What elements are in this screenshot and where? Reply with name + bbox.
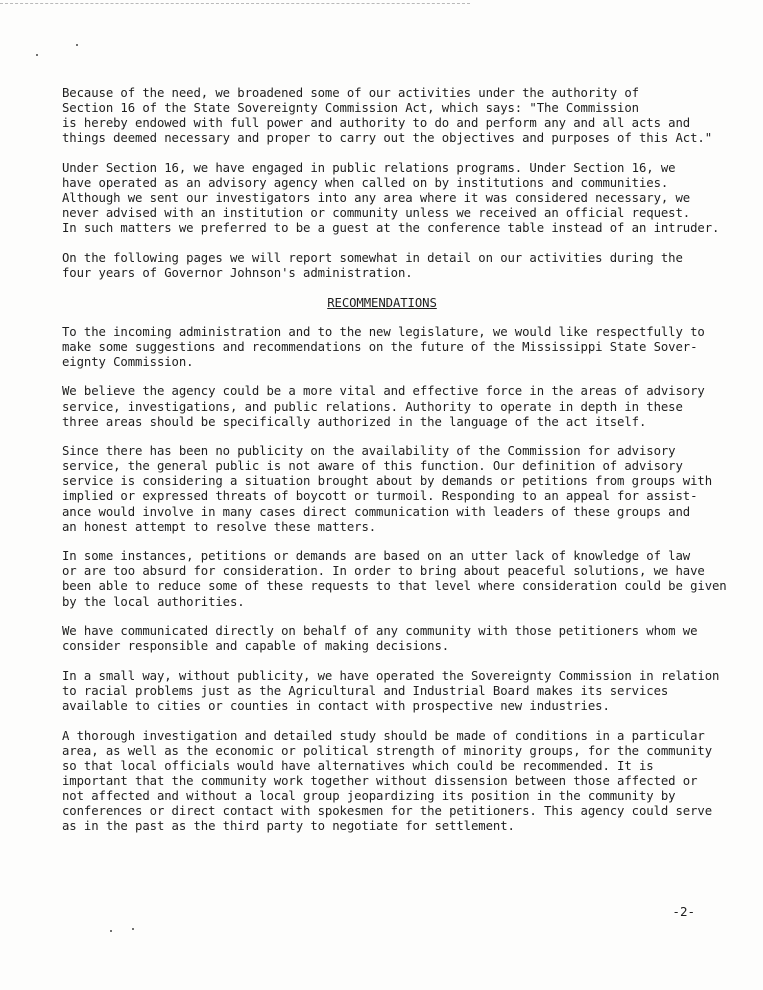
text-line: Although we sent our investigators into any area where it was considered necessary, we: [62, 191, 691, 206]
text-line: implied or expressed threats of boycott or turmoil. Responding to an appeal for assist-: [62, 489, 698, 504]
text-line: ance would involve in many cases direct communication with leaders of these groups and: [62, 504, 691, 519]
paragraph: [62, 549, 752, 609]
text-line: service is considering a situation brought about by demands or petitions from groups with: [62, 474, 712, 489]
text-line: things deemed necessary and proper to carry out the objectives and purposes of this Act.": [62, 131, 712, 146]
paragraph: [62, 624, 752, 654]
text-line: never advised with an institution or community unless we received an official request.: [62, 206, 691, 221]
paragraph: [62, 384, 752, 429]
text-line: We believe the agency could be a more vital and effective force in the areas of advisory: [62, 384, 705, 399]
text-line: In some instances, petitions or demands are based on an utter lack of knowledge of law: [62, 549, 691, 564]
text-line: so that local officials would have alternatives which could be recommended. It is: [62, 758, 654, 773]
scan-speck: [132, 928, 134, 930]
top-dashed-rule: [0, 3, 470, 4]
paragraph: [62, 251, 752, 281]
text-line: have operated as an advisory agency when called on by institutions and communities.: [62, 175, 669, 190]
text-line: On the following pages we will report somewhat in detail on our activities during the: [62, 250, 683, 265]
text-line: available to cities or counties in contact with prospective new industries.: [62, 699, 610, 713]
scan-speck: [36, 54, 38, 56]
text-line: eignty Commission.: [62, 354, 194, 369]
text-line: A thorough investigation and detailed study should be made of conditions in a particular: [62, 728, 705, 743]
text-line: consider responsible and capable of making decisions.: [62, 639, 450, 654]
document-body: [62, 86, 752, 849]
text-line: We have communicated directly on behalf of any community with those petitioners whom we: [62, 624, 698, 639]
paragraph: [62, 161, 752, 236]
intro-section: [62, 86, 752, 281]
text-line: as in the past as the third party to negotiate for settlement.: [62, 819, 515, 834]
text-line: to racial problems just as the Agricultural and Industrial Board makes its services: [62, 683, 669, 698]
text-line: by the local authorities.: [62, 594, 245, 609]
text-line: is hereby endowed with full power and authority to do and perform any and all acts and: [62, 116, 691, 131]
paragraph: [62, 669, 752, 714]
paragraph: [62, 86, 752, 146]
text-line: been able to reduce some of these requests to that level where consideration could be given: [62, 579, 727, 594]
text-line: Because of the need, we broadened some of our activities under the authority of: [62, 86, 639, 100]
paragraph: [62, 729, 752, 835]
scan-speck: [110, 930, 112, 932]
text-line: three areas should be specifically authorized in the language of the act itself.: [62, 414, 647, 429]
recommendations-section: [62, 325, 752, 835]
text-line: area, as well as the economic or political strength of minority groups, for the community: [62, 743, 712, 758]
text-line: Since there has been no publicity on the availability of the Commission for advisory: [62, 444, 676, 459]
text-line: In a small way, without publicity, we have operated the Sovereignty Commission in relation: [62, 668, 720, 683]
text-line: conferences or direct contact with spokesmen for the petitioners. This agency could serve: [62, 804, 712, 819]
text-line: To the incoming administration and to the new legislature, we would like respectfully to: [62, 324, 705, 339]
scan-speck: [76, 44, 78, 46]
page-number: -2-: [672, 904, 695, 919]
text-line: an honest attempt to resolve these matters.: [62, 519, 377, 534]
text-line: Under Section 16, we have engaged in public relations programs. Under Section 16, we: [62, 160, 676, 175]
paragraph: [62, 444, 752, 535]
text-line: service, investigations, and public relations. Authority to operate in depth in these: [62, 399, 683, 414]
paragraph: [62, 325, 752, 370]
text-line: service, the general public is not aware of this function. Our definition of advisory: [62, 459, 683, 474]
text-line: make some suggestions and recommendations on the future of the Mississippi State Sover-: [62, 339, 698, 354]
text-line: In such matters we preferred to be a guest at the conference table instead of an intruder.: [62, 221, 720, 236]
text-line: important that the community work together without dissension between those affected or: [62, 773, 698, 788]
text-line: four years of Governor Johnson's administration.: [62, 265, 413, 280]
text-line: or are too absurd for consideration. In order to bring about peaceful solutions, we have: [62, 564, 705, 579]
section-heading: RECOMMENDATIONS: [327, 295, 437, 310]
text-line: Section 16 of the State Sovereignty Commission Act, which says: "The Commission: [62, 101, 639, 116]
text-line: not affected and without a local group jeopardizing its position in the community by: [62, 788, 676, 803]
